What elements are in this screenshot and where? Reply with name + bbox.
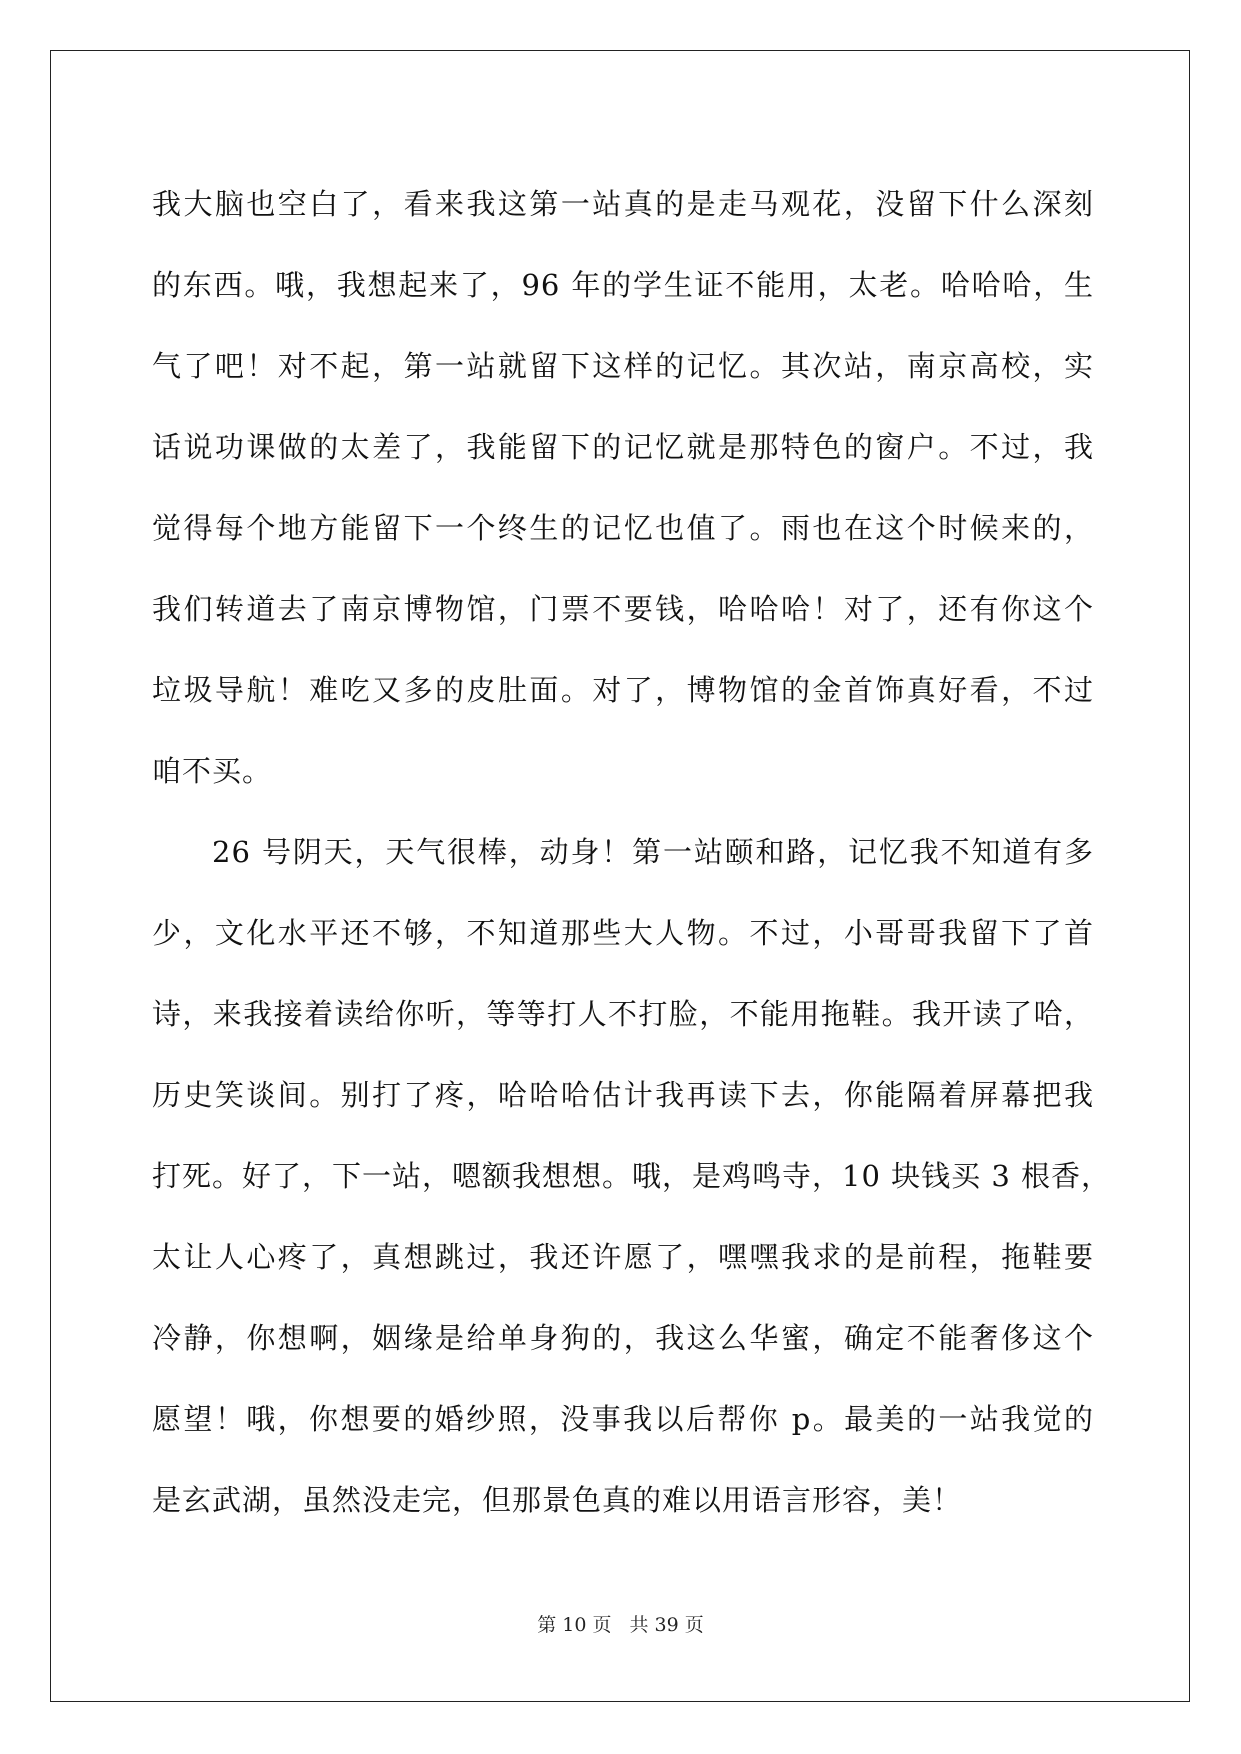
text-line: 垃圾导航！难吃又多的皮肚面。对了，博物馆的金首饰真好看，不过 (152, 673, 1094, 707)
text-line: 是玄武湖，虽然没走完，但那景色真的难以用语言形容，美！ (152, 1483, 963, 1517)
paragraph-first-line: 26 号阴天，天气很棒，动身！第一站颐和路，记忆我不知道有多 (212, 835, 1094, 869)
text-line: 话说功课做的太差了，我能留下的记忆就是那特色的窗户。不过，我 (152, 430, 1094, 464)
text-line: 觉得每个地方能留下一个终生的记忆也值了。雨也在这个时候来的， (152, 511, 1094, 545)
text-line: 我大脑也空白了，看来我这第一站真的是走马观花，没留下什么深刻 (152, 187, 1094, 221)
text-line: 冷静，你想啊，姻缘是给单身狗的，我这么华蜜，确定不能奢侈这个 (152, 1321, 1094, 1355)
text-line: 咱不买。 (152, 754, 273, 788)
page-number: 第 10 页 (537, 1614, 612, 1636)
text-line: 的东西。哦，我想起来了，96 年的学生证不能用，太老。哈哈哈，生 (152, 268, 1094, 302)
text-line: 历史笑谈间。别打了疼，哈哈哈估计我再读下去，你能隔着屏幕把我 (152, 1078, 1094, 1112)
page-footer (0, 1610, 1241, 1637)
text-line: 我们转道去了南京博物馆，门票不要钱，哈哈哈！对了，还有你这个 (152, 592, 1094, 626)
text-line: 诗，来我接着读给你听，等等打人不打脸，不能用拖鞋。我开读了哈， (152, 997, 1094, 1031)
page-total: 共 39 页 (629, 1614, 704, 1636)
text-line: 打死。好了，下一站，嗯额我想想。哦，是鸡鸣寺，10 块钱买 3 根香， (152, 1159, 1112, 1193)
document-body (152, 164, 1112, 1541)
text-line: 太让人心疼了，真想跳过，我还许愿了，嘿嘿我求的是前程，拖鞋要 (152, 1240, 1094, 1274)
text-line: 少，文化水平还不够，不知道那些大人物。不过，小哥哥我留下了首 (152, 916, 1094, 950)
text-line: 气了吧！对不起，第一站就留下这样的记忆。其次站，南京高校，实 (152, 349, 1094, 383)
text-line: 愿望！哦，你想要的婚纱照，没事我以后帮你 p。最美的一站我觉的 (152, 1402, 1094, 1436)
